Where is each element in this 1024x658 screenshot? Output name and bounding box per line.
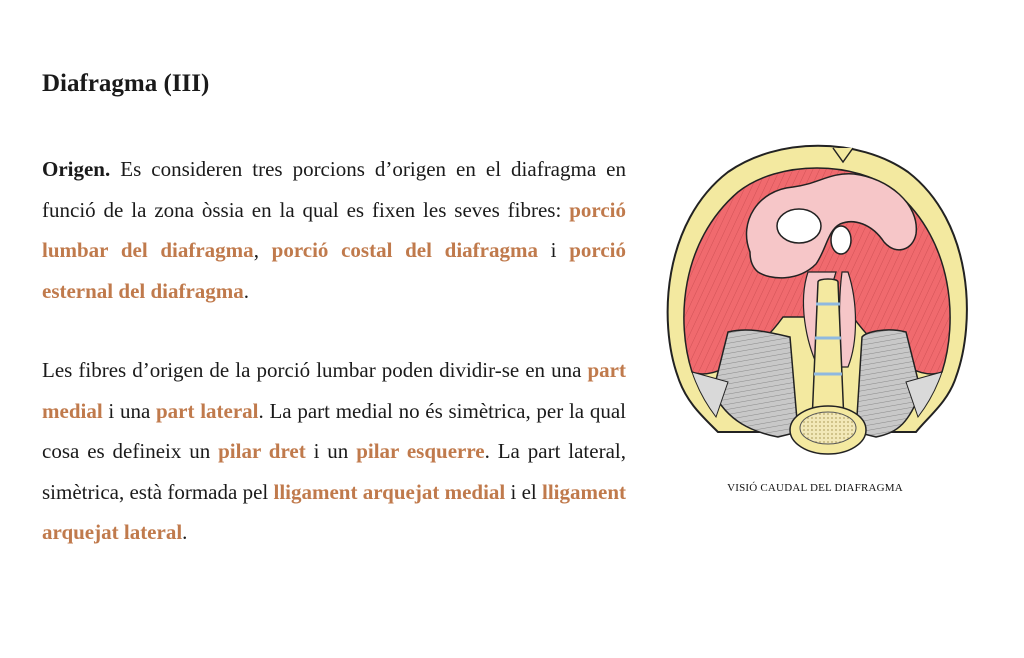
vertebral-body-spongy (800, 412, 856, 444)
term-sternal-portion: porció esternal del diafragma (42, 238, 626, 303)
text-run: . (243, 278, 250, 303)
term-lateral-part: part lateral (155, 398, 259, 423)
origin-paragraph (42, 149, 626, 311)
term-lumbar-portion: porció lumbar del diafragma (42, 197, 626, 262)
esophageal-hiatus (831, 226, 851, 254)
lead-label: Origen. (42, 157, 111, 181)
lumbar-paragraph (42, 350, 626, 553)
text-run: , (253, 238, 272, 262)
term-left-crus: pilar esquerre (356, 439, 485, 463)
caval-foramen (777, 209, 821, 243)
text-run: . La part medial no és simètrica, per la qual cosa es defineix un (42, 398, 626, 463)
term-right-crus: pilar dret (218, 439, 306, 463)
vertebral-column (812, 279, 844, 422)
text-run: i un (305, 439, 357, 463)
term-costal-portion: porció costal del diafragma (271, 238, 538, 262)
diaphragm-illustration (658, 132, 976, 462)
text-run: i (537, 238, 570, 262)
text-run: i una (102, 398, 156, 423)
text-run: . (182, 520, 188, 544)
text-run: . La part lateral, simètrica, està formada pel (42, 439, 626, 504)
term-lateral-arcuate-ligament: lligament arquejat lateral (42, 479, 626, 544)
text-run: i el (505, 479, 542, 504)
text-run: Es consideren tres porcions d’origen en el diafragma en funció de la zona òssia en la qual es fixen les seves fibres: (42, 157, 626, 222)
text-run: Les fibres d’origen de la porció lumbar poden dividir-se en una (42, 358, 588, 382)
figure-caption: VISIÓ CAUDAL DEL DIAFRAGMA (727, 482, 903, 494)
term-medial-arcuate-ligament: lligament arquejat medial (273, 479, 506, 504)
page-title: Diafragma (III) (42, 70, 210, 97)
term-medial-part: part medial (42, 358, 626, 423)
